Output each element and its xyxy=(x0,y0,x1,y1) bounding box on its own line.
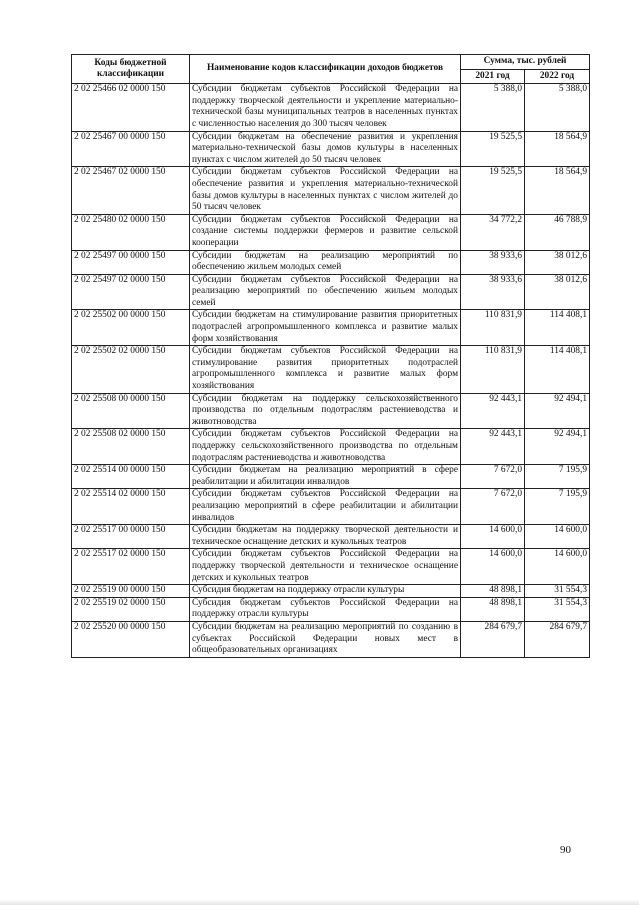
row-description: Субсидии бюджетам субъектов Российской Федерации на поддержку сельскохозяйственного производства по отдельным подотраслям растениеводства и животноводства xyxy=(190,429,461,465)
row-amount-2022: 114 408,1 xyxy=(525,310,590,346)
table-row xyxy=(72,429,590,465)
header-year-2022: 2022 год xyxy=(525,69,590,84)
row-description: Субсидия бюджетам на поддержку отрасли культуры xyxy=(190,585,461,598)
row-code: 2 02 25514 02 0000 150 xyxy=(72,489,190,525)
table-row xyxy=(72,250,590,274)
row-amount-2021: 92 443,1 xyxy=(461,393,525,429)
row-description: Субсидии бюджетам субъектов Российской Федерации на реализацию мероприятий по обеспечению жильем молодых семей xyxy=(190,274,461,310)
row-description: Субсидии бюджетам на реализацию мероприятий по обеспечению жильем молодых семей xyxy=(190,250,461,274)
row-description: Субсидии бюджетам субъектов Российской Федерации на стимулирование развития приоритетных подотраслей агропромышленного комплекса и развитие малых форм хозяйствования xyxy=(190,346,461,393)
row-amount-2022: 7 195,9 xyxy=(525,489,590,525)
row-amount-2021: 19 525,5 xyxy=(461,167,525,214)
header-name: Наименование кодов классификации доходов бюджетов xyxy=(190,55,461,84)
row-amount-2022: 18 564,9 xyxy=(525,167,590,214)
page-edge xyxy=(0,899,639,905)
row-description: Субсидии бюджетам на стимулирование развития приоритетных подотраслей агропромышленного комплекса и развитие малых форм хозяйствования xyxy=(190,310,461,346)
row-amount-2022: 5 388,0 xyxy=(525,84,590,131)
table-row xyxy=(72,393,590,429)
row-amount-2021: 14 600,0 xyxy=(461,525,525,549)
row-amount-2021: 284 679,7 xyxy=(461,621,525,657)
row-amount-2021: 38 933,6 xyxy=(461,250,525,274)
page-number: 90 xyxy=(560,844,571,856)
row-code: 2 02 25508 02 0000 150 xyxy=(72,429,190,465)
row-amount-2022: 31 554,3 xyxy=(525,597,590,621)
row-amount-2021: 7 672,0 xyxy=(461,489,525,525)
table-row xyxy=(72,549,590,585)
row-amount-2022: 92 494,1 xyxy=(525,393,590,429)
table-row xyxy=(72,621,590,657)
row-description: Субсидия бюджетам субъектов Российской Федерации на поддержку отрасли культуры xyxy=(190,597,461,621)
row-description: Субсидии бюджетам на обеспечение развития и укрепления материально-технической базы домов культуры в населенных пунктах с числом жителей до 50 тысяч человек xyxy=(190,131,461,167)
table-row xyxy=(72,131,590,167)
table-row xyxy=(72,214,590,250)
row-amount-2021: 19 525,5 xyxy=(461,131,525,167)
row-code: 2 02 25517 00 0000 150 xyxy=(72,525,190,549)
row-description: Субсидии бюджетам субъектов Российской Федерации на поддержку творческой деятельности и укрепление материально-технической базы муниципальных театров в населенных пунктах с численностью населения до 300 тысяч человек xyxy=(190,84,461,131)
table-row xyxy=(72,274,590,310)
row-code: 2 02 25514 00 0000 150 xyxy=(72,465,190,489)
table-header xyxy=(72,55,590,84)
table-row xyxy=(72,310,590,346)
row-amount-2021: 7 672,0 xyxy=(461,465,525,489)
row-amount-2021: 5 388,0 xyxy=(461,84,525,131)
table-row xyxy=(72,346,590,393)
row-code: 2 02 25467 02 0000 150 xyxy=(72,167,190,214)
row-amount-2021: 48 898,1 xyxy=(461,585,525,598)
table-row xyxy=(72,597,590,621)
row-code: 2 02 25519 02 0000 150 xyxy=(72,597,190,621)
table-body xyxy=(72,84,590,658)
table-row xyxy=(72,465,590,489)
header-codes: Коды бюджетной классификации xyxy=(72,55,190,84)
row-description: Субсидии бюджетам на реализацию мероприятий в сфере реабилитации и абилитации инвалидов xyxy=(190,465,461,489)
row-amount-2022: 31 554,3 xyxy=(525,585,590,598)
budget-table xyxy=(71,54,590,658)
row-amount-2022: 92 494,1 xyxy=(525,429,590,465)
row-amount-2021: 38 933,6 xyxy=(461,274,525,310)
header-sum: Сумма, тыс. рублей xyxy=(461,55,590,70)
row-description: Субсидии бюджетам субъектов Российской Федерации на реализацию мероприятий в сфере реабилитации и абилитации инвалидов xyxy=(190,489,461,525)
row-description: Субсидии бюджетам на поддержку творческой деятельности и техническое оснащение детских и кукольных театров xyxy=(190,525,461,549)
row-code: 2 02 25519 00 0000 150 xyxy=(72,585,190,598)
row-amount-2021: 14 600,0 xyxy=(461,549,525,585)
row-amount-2022: 38 012,6 xyxy=(525,274,590,310)
row-code: 2 02 25517 02 0000 150 xyxy=(72,549,190,585)
row-code: 2 02 25502 02 0000 150 xyxy=(72,346,190,393)
table-row xyxy=(72,525,590,549)
row-description: Субсидии бюджетам на поддержку сельскохозяйственного производства по отдельным подотраслям растениеводства и животноводства xyxy=(190,393,461,429)
row-description: Субсидии бюджетам субъектов Российской Федерации на поддержку творческой деятельности и техническое оснащение детских и кукольных театров xyxy=(190,549,461,585)
table-row xyxy=(72,489,590,525)
row-code: 2 02 25502 00 0000 150 xyxy=(72,310,190,346)
row-amount-2021: 34 772,2 xyxy=(461,214,525,250)
table-row xyxy=(72,585,590,598)
row-amount-2022: 18 564,9 xyxy=(525,131,590,167)
table-row xyxy=(72,84,590,131)
row-amount-2021: 110 831,9 xyxy=(461,310,525,346)
row-code: 2 02 25466 02 0000 150 xyxy=(72,84,190,131)
row-amount-2022: 114 408,1 xyxy=(525,346,590,393)
row-amount-2021: 48 898,1 xyxy=(461,597,525,621)
row-code: 2 02 25520 00 0000 150 xyxy=(72,621,190,657)
row-code: 2 02 25508 00 0000 150 xyxy=(72,393,190,429)
table-row xyxy=(72,167,590,214)
row-amount-2022: 14 600,0 xyxy=(525,549,590,585)
header-year-2021: 2021 год xyxy=(461,69,525,84)
row-description: Субсидии бюджетам субъектов Российской Федерации на создание системы поддержки фермеров и развитие сельской кооперации xyxy=(190,214,461,250)
row-description: Субсидии бюджетам на реализацию мероприятий по созданию в субъектах Российской Федерации новых мест в общеобразовательных организациях xyxy=(190,621,461,657)
row-code: 2 02 25480 02 0000 150 xyxy=(72,214,190,250)
row-amount-2022: 7 195,9 xyxy=(525,465,590,489)
row-amount-2022: 46 788,9 xyxy=(525,214,590,250)
row-amount-2022: 38 012,6 xyxy=(525,250,590,274)
row-code: 2 02 25467 00 0000 150 xyxy=(72,131,190,167)
row-code: 2 02 25497 02 0000 150 xyxy=(72,274,190,310)
row-code: 2 02 25497 00 0000 150 xyxy=(72,250,190,274)
row-amount-2022: 14 600,0 xyxy=(525,525,590,549)
row-description: Субсидии бюджетам субъектов Российской Федерации на обеспечение развития и укрепления материально-технической базы домов культуры в населенных пунктах с числом жителей до 50 тысяч человек xyxy=(190,167,461,214)
row-amount-2021: 110 831,9 xyxy=(461,346,525,393)
row-amount-2021: 92 443,1 xyxy=(461,429,525,465)
row-amount-2022: 284 679,7 xyxy=(525,621,590,657)
